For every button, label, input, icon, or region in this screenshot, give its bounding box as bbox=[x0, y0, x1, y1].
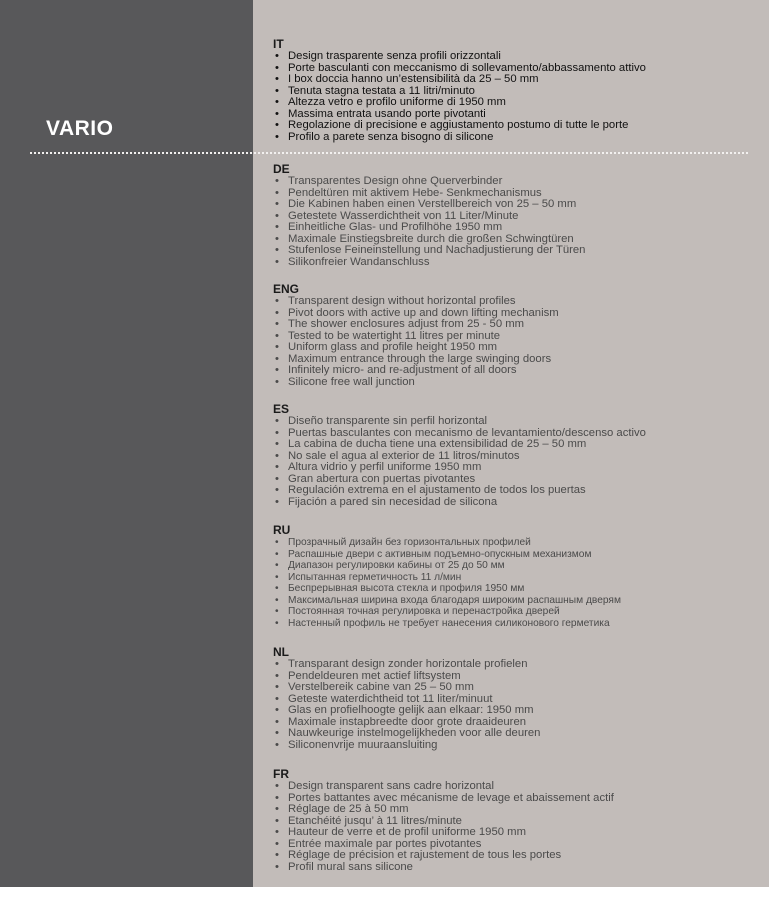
feature-item: • Настенный профиль не требует нанесения силиконового герметика bbox=[273, 618, 763, 630]
section-es bbox=[273, 403, 763, 508]
feature-list bbox=[273, 176, 763, 268]
feature-item: • Regulación extrema en el ajustamento de todos los puertas bbox=[273, 485, 763, 497]
feature-item: • Hauteur de verre et de profil uniforme 1950 mm bbox=[273, 827, 763, 839]
feature-list bbox=[273, 296, 763, 388]
feature-item: • Transparant design zonder horizontale profielen bbox=[273, 659, 763, 671]
feature-item: • No sale el agua al exterior de 11 litros/minutos bbox=[273, 451, 763, 463]
feature-list bbox=[273, 781, 763, 873]
section-ru bbox=[273, 524, 763, 629]
feature-item: • Massima entrata usando porte pivotanti bbox=[273, 109, 763, 121]
language-code: DE bbox=[273, 162, 290, 176]
feature-item: • Pendeltüren mit aktivem Hebe- Senkmechanismus bbox=[273, 188, 763, 200]
feature-item: • The shower enclosures adjust from 25 - 50 mm bbox=[273, 319, 763, 331]
feature-item: • Gran abertura con puertas pivotantes bbox=[273, 474, 763, 486]
feature-item: • I box doccia hanno un’estensibilità da 25 – 50 mm bbox=[273, 74, 763, 86]
feature-item: • Verstelbereik cabine van 25 – 50 mm bbox=[273, 682, 763, 694]
feature-item: • Pivot doors with active up and down lifting mechanism bbox=[273, 308, 763, 320]
feature-item: • Постоянная точная регулировка и перенастройка дверей bbox=[273, 606, 763, 618]
section-it bbox=[273, 38, 763, 143]
product-title: VARIO bbox=[46, 117, 114, 140]
feature-item: • Siliconenvrije muuraansluiting bbox=[273, 740, 763, 752]
feature-item: • Réglage de précision et rajustement de tous les portes bbox=[273, 850, 763, 862]
section-nl bbox=[273, 646, 763, 751]
feature-item: • Transparentes Design ohne Querverbinder bbox=[273, 176, 763, 188]
feature-item: • Altezza vetro e profilo uniforme di 1950 mm bbox=[273, 97, 763, 109]
feature-item: • Tested to be watertight 11 litres per minute bbox=[273, 331, 763, 343]
feature-item: • Прозрачный дизайн без горизонтальных профилей bbox=[273, 537, 763, 549]
feature-item: • Transparent design without horizontal profiles bbox=[273, 296, 763, 308]
feature-item: • Распашные двери с активным подъемно-опускным механизмом bbox=[273, 549, 763, 561]
feature-item: • Profil mural sans silicone bbox=[273, 862, 763, 874]
feature-item: • Profilo a parete senza bisogno di silicone bbox=[273, 132, 763, 144]
feature-item: • Nauwkeurige instelmogelijkheden voor alle deuren bbox=[273, 728, 763, 740]
feature-item: • Die Kabinen haben einen Verstellbereich von 25 – 50 mm bbox=[273, 199, 763, 211]
language-code: NL bbox=[273, 645, 289, 659]
feature-item: • Диапазон регулировки кабины от 25 до 50 мм bbox=[273, 560, 763, 572]
feature-list bbox=[273, 537, 763, 629]
feature-item: • Réglage de 25 à 50 mm bbox=[273, 804, 763, 816]
left-panel bbox=[0, 0, 253, 887]
feature-list bbox=[273, 659, 763, 751]
feature-item: • Glas en profielhoogte gelijk aan elkaar: 1950 mm bbox=[273, 705, 763, 717]
feature-item: • Stufenlose Feineinstellung und Nachadjustierung der Türen bbox=[273, 245, 763, 257]
feature-item: • Maximale instapbreedte door grote draaideuren bbox=[273, 717, 763, 729]
language-code: RU bbox=[273, 523, 291, 537]
feature-item: • Design trasparente senza profili orizzontali bbox=[273, 51, 763, 63]
section-fr bbox=[273, 768, 763, 873]
feature-item: • Altura vidrio y perfil uniforme 1950 mm bbox=[273, 462, 763, 474]
feature-item: • Entrée maximale par portes pivotantes bbox=[273, 839, 763, 851]
feature-item: • Maximum entrance through the large swinging doors bbox=[273, 354, 763, 366]
feature-item: • Silicone free wall junction bbox=[273, 377, 763, 389]
feature-item: • La cabina de ducha tiene una extensibilidad de 25 – 50 mm bbox=[273, 439, 763, 451]
language-code: ES bbox=[273, 402, 290, 416]
feature-item: • Etanchéité jusqu’ à 11 litres/minute bbox=[273, 816, 763, 828]
feature-list bbox=[273, 416, 763, 508]
feature-item: • Максимальная ширина входа благодаря широким распашным дверям bbox=[273, 595, 763, 607]
feature-item: • Porte basculanti con meccanismo di sollevamento/abbassamento attivo bbox=[273, 63, 763, 75]
feature-item: • Design transparent sans cadre horizontal bbox=[273, 781, 763, 793]
feature-item: • Portes battantes avec mécanisme de levage et abaissement actif bbox=[273, 793, 763, 805]
feature-item: • Regolazione di precisione e aggiustamento postumo di tutte le porte bbox=[273, 120, 763, 132]
language-code: FR bbox=[273, 767, 289, 781]
dotted-divider bbox=[30, 152, 748, 154]
language-code: ENG bbox=[273, 282, 300, 296]
feature-item: • Tenuta stagna testata a 11 litri/minuto bbox=[273, 86, 763, 98]
feature-item: • Geteste waterdichtheid tot 11 liter/minuut bbox=[273, 694, 763, 706]
language-code: IT bbox=[273, 37, 284, 51]
section-de bbox=[273, 163, 763, 268]
feature-item: • Puertas basculantes con mecanismo de levantamiento/descenso activo bbox=[273, 428, 763, 440]
feature-item: • Infinitely micro- and re-adjustment of all doors bbox=[273, 365, 763, 377]
section-eng bbox=[273, 283, 763, 388]
feature-list bbox=[273, 51, 763, 143]
feature-item: • Silikonfreier Wandanschluss bbox=[273, 257, 763, 269]
feature-item: • Испытанная герметичность 11 л/мин bbox=[273, 572, 763, 584]
feature-item: • Uniform glass and profile height 1950 mm bbox=[273, 342, 763, 354]
feature-item: • Maximale Einstiegsbreite durch die großen Schwingtüren bbox=[273, 234, 763, 246]
feature-item: • Беспрерывная высота стекла и профиля 1950 мм bbox=[273, 583, 763, 595]
feature-item: • Einheitliche Glas- und Profilhöhe 1950 mm bbox=[273, 222, 763, 234]
feature-item: • Fijación a pared sin necesidad de silicona bbox=[273, 497, 763, 509]
feature-item: • Pendeldeuren met actief liftsystem bbox=[273, 671, 763, 683]
feature-item: • Getestete Wasserdichtheit von 11 Liter/Minute bbox=[273, 211, 763, 223]
feature-item: • Diseño transparente sin perfil horizontal bbox=[273, 416, 763, 428]
